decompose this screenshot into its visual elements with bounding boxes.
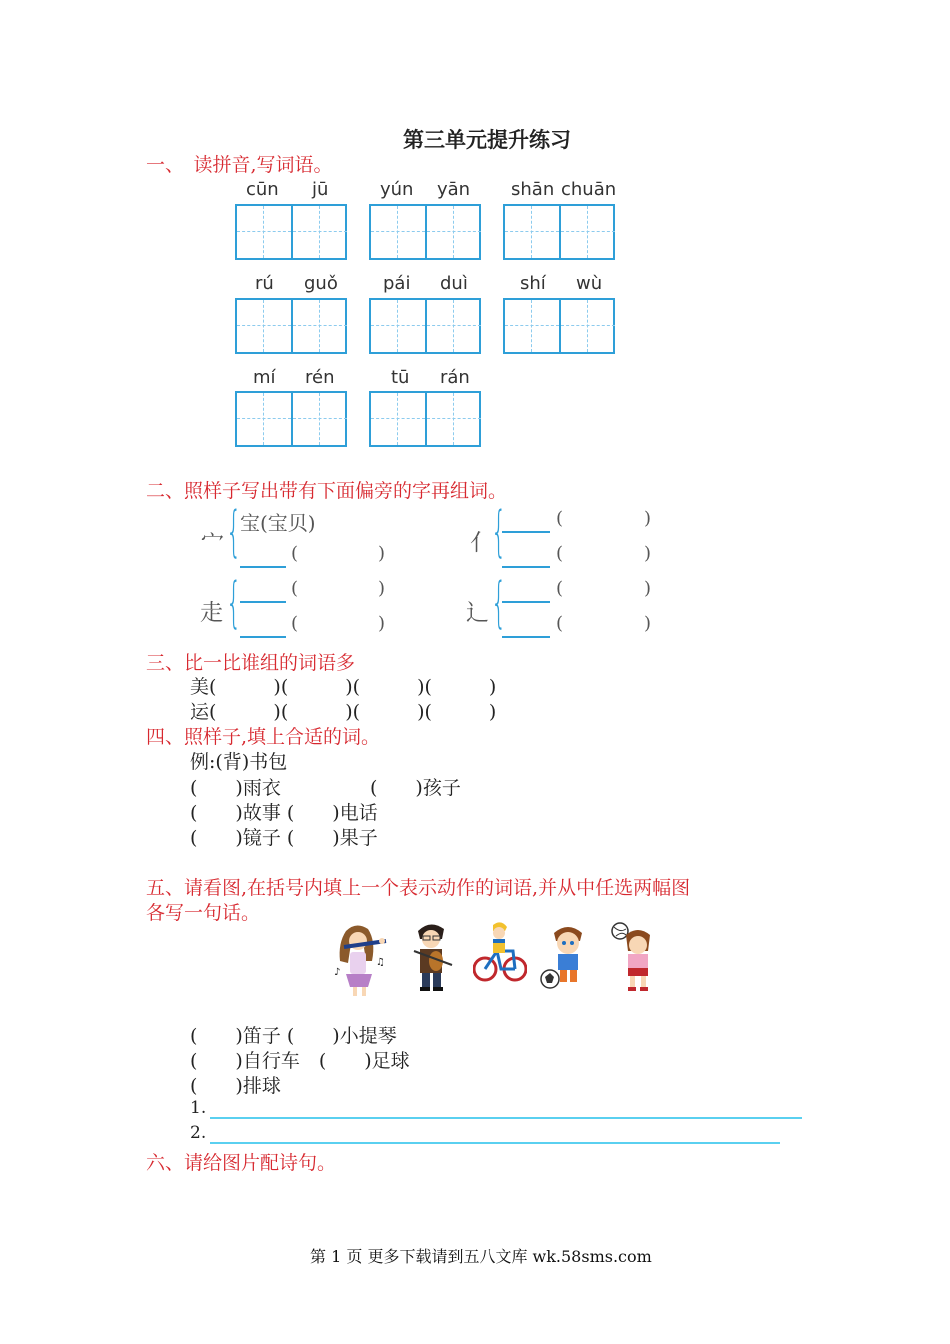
blank-line[interactable]	[502, 636, 550, 638]
writing-line[interactable]	[210, 1142, 780, 1144]
paren-close: )	[378, 613, 386, 634]
pinyin: yún	[380, 179, 414, 200]
q3-row-mei[interactable]: 美( )( )( )( )	[190, 676, 497, 698]
tianzige-box[interactable]	[235, 391, 347, 447]
paren-close: )	[644, 543, 652, 564]
radical: 亻	[470, 530, 493, 556]
pinyin: yān	[437, 179, 471, 200]
paren-close: )	[644, 508, 652, 529]
paren-open: (	[291, 613, 299, 634]
paren-close: )	[644, 578, 652, 599]
tianzige-box[interactable]	[235, 204, 347, 260]
example-word: 宝(宝贝)	[240, 511, 316, 535]
paren-open: (	[556, 508, 564, 529]
blank-line[interactable]	[240, 566, 286, 568]
blank-line[interactable]	[502, 566, 550, 568]
q2-heading: 二、照样子写出带有下面偏旁的字再组词。	[146, 480, 508, 502]
sentence-number: 2.	[190, 1123, 207, 1143]
brace: {	[226, 571, 242, 634]
paren-open: (	[291, 578, 299, 599]
q3-heading: 三、比一比谁组的词语多	[146, 652, 356, 674]
tianzige-box[interactable]	[235, 298, 347, 354]
q5-item[interactable]: ( )排球	[190, 1075, 281, 1097]
pinyin: pái	[383, 273, 411, 294]
q1-heading: 一、 读拼音,写词语。	[146, 154, 333, 176]
blank-line[interactable]	[502, 601, 550, 603]
sentence-number: 1.	[190, 1098, 207, 1118]
tianzige-box[interactable]	[369, 204, 481, 260]
q4-item[interactable]: ( )孩子	[370, 777, 461, 799]
tianzige-box[interactable]	[369, 391, 481, 447]
girl-playing-flute-picture	[332, 921, 394, 999]
tianzige-box[interactable]	[503, 298, 615, 354]
brace: {	[491, 500, 507, 563]
pinyin: guǒ	[304, 273, 338, 294]
girl-playing-volleyball-picture	[610, 921, 658, 993]
pinyin: jū	[312, 179, 329, 200]
pinyin: mí	[253, 367, 276, 388]
q4-item[interactable]: ( )故事 ( )电话	[190, 802, 378, 824]
radical: 走	[200, 600, 223, 626]
paren-close: )	[378, 578, 386, 599]
pinyin: rén	[305, 367, 335, 388]
q5-item[interactable]: ( )笛子 ( )小提琴	[190, 1025, 397, 1047]
paren-open: (	[556, 543, 564, 564]
q6-heading: 六、请给图片配诗句。	[146, 1152, 337, 1174]
radical: 宀	[201, 530, 224, 556]
pinyin: cūn	[246, 179, 279, 200]
q3-row-yun[interactable]: 运( )( )( )( )	[190, 701, 497, 723]
pinyin: shí	[520, 273, 546, 294]
svg-text:♪: ♪	[334, 967, 341, 978]
page-footer: 第 1 页 更多下载请到五八文库 wk.58sms.com	[310, 1247, 652, 1266]
blank-line[interactable]	[502, 531, 550, 533]
q4-item[interactable]: ( )镜子 ( )果子	[190, 827, 378, 849]
q4-example: 例:(背)书包	[190, 751, 288, 773]
pinyin: shān	[511, 179, 555, 200]
q4-item[interactable]: ( )雨衣	[190, 777, 281, 799]
q5-item[interactable]: ( )自行车 ( )足球	[190, 1050, 410, 1072]
brace: {	[226, 500, 242, 563]
q5-heading-cont: 各写一句话。	[146, 902, 261, 924]
pinyin: rán	[440, 367, 470, 388]
pinyin: duì	[440, 273, 468, 294]
child-riding-bicycle-picture	[473, 921, 527, 985]
paren-open: (	[556, 613, 564, 634]
svg-text:♫: ♫	[376, 957, 385, 968]
boy-playing-football-picture	[540, 925, 595, 991]
pinyin: rú	[255, 273, 274, 294]
q4-heading: 四、照样子,填上合适的词。	[146, 726, 381, 748]
boy-playing-violin-picture	[408, 921, 456, 993]
radical: 辶	[466, 600, 489, 626]
paren-open: (	[291, 543, 299, 564]
brace: {	[491, 571, 507, 634]
pinyin: chuān	[561, 179, 617, 200]
writing-line[interactable]	[210, 1117, 802, 1119]
tianzige-box[interactable]	[369, 298, 481, 354]
tianzige-box[interactable]	[503, 204, 615, 260]
paren-open: (	[556, 578, 564, 599]
paren-close: )	[378, 543, 386, 564]
page-title: 第三单元提升练习	[403, 127, 571, 152]
blank-line[interactable]	[240, 601, 286, 603]
pinyin: wù	[576, 273, 603, 294]
paren-close: )	[644, 613, 652, 634]
q5-heading: 五、请看图,在括号内填上一个表示动作的词语,并从中任选两幅图	[146, 877, 691, 899]
blank-line[interactable]	[240, 636, 286, 638]
pinyin: tū	[391, 367, 410, 388]
